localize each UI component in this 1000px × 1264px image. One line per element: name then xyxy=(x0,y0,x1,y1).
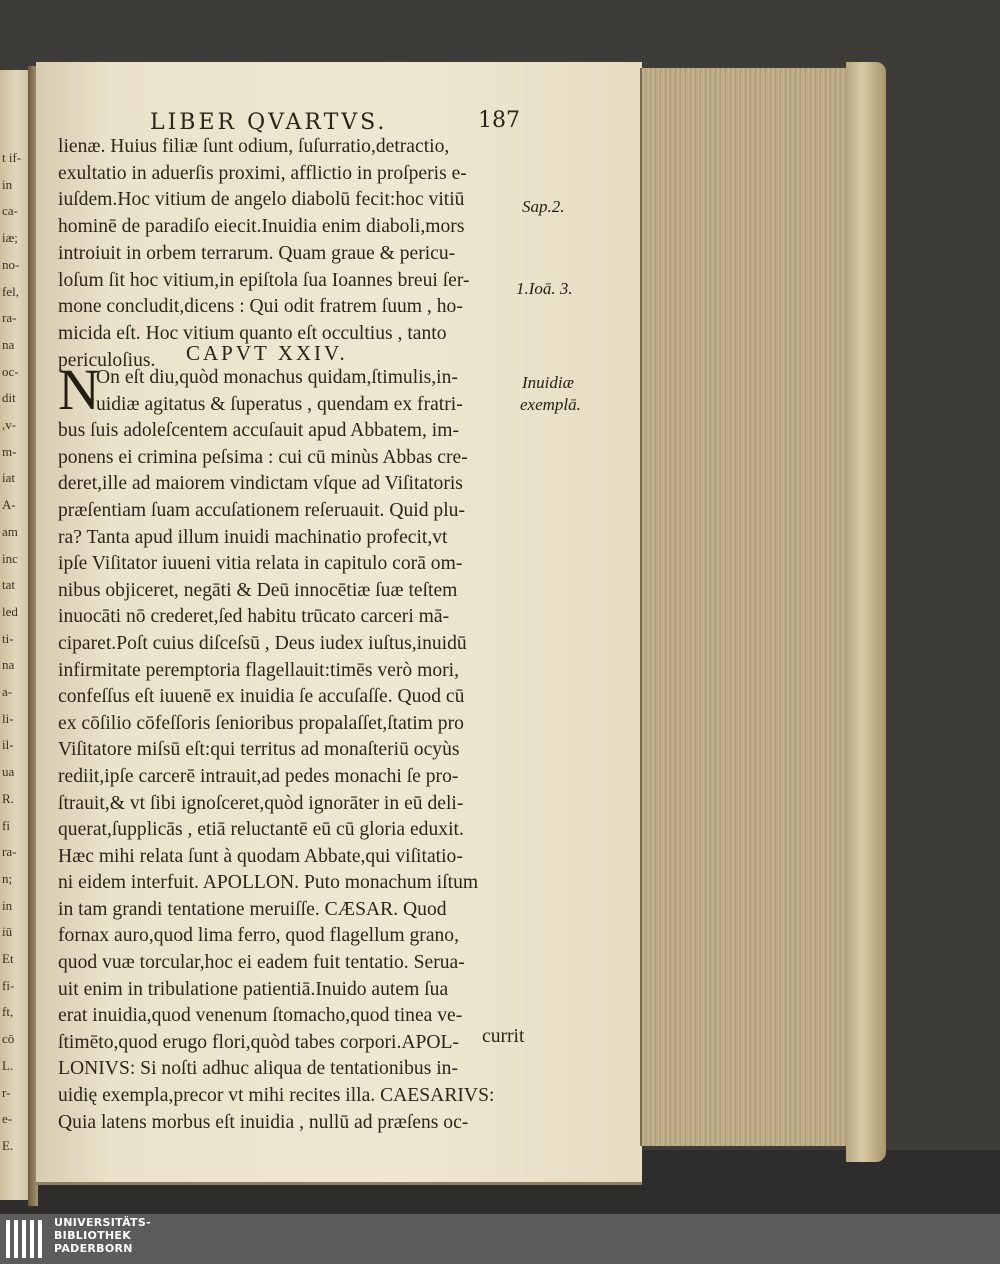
left-page-edge xyxy=(0,70,30,1200)
text-line: ſtrauit,& vt ſibi ignoſceret,quòd ignorāter in eū deli- xyxy=(58,792,464,814)
page-edges xyxy=(640,68,852,1146)
marginal-note-exempla: exemplā. xyxy=(520,395,581,414)
chapter-heading: CAPVT XXIV. xyxy=(186,341,348,365)
left-page-fragment: am xyxy=(2,523,18,539)
text-line: introiuit in orbem terrarum. Quam graue & pericu- xyxy=(58,242,456,264)
text-line: Hæc mihi relata ſunt à quodam Abbate,qui viſitatio- xyxy=(58,845,463,867)
text-line: iuſdem.Hoc vitium de angelo diabolū fecit:hoc vitiū xyxy=(58,189,465,211)
marginal-note-inuidiae: Inuidiæ xyxy=(522,373,574,392)
text-line: periculoſius. xyxy=(58,349,156,371)
left-page-fragment: li- xyxy=(2,710,14,726)
text-line: querat,ſupplicās , etiā reluctantē eū cū gloria eduxit. xyxy=(58,819,464,841)
text-line: hominē de paradiſo eiecit.Inuidia enim diaboli,mors xyxy=(58,216,465,238)
left-page-fragment: R. xyxy=(2,790,14,806)
marginal-note-ioannes: 1.Ioā. 3. xyxy=(516,279,573,298)
logo-line: PADERBORN xyxy=(54,1242,133,1255)
left-page-fragment: m- xyxy=(2,443,17,459)
left-page-fragment: L. xyxy=(2,1057,14,1073)
left-page-fragment: ua xyxy=(2,764,15,780)
left-page-fragment: t if- xyxy=(2,150,22,165)
text-line: Quia latens morbus eſt inuidia , nullū ad præſens oc- xyxy=(58,1111,469,1133)
text-line: ponens ei crimina peſsima : cui cū minùs Abbas cre- xyxy=(58,446,468,468)
text-line: uidiæ agitatus & ſuperatus , quendam ex fratri- xyxy=(96,393,463,415)
text-line: Viſitatore miſsū eſt:qui territus ad monaſteriū ocyùs xyxy=(58,739,460,761)
left-page-fragment: na xyxy=(2,657,15,673)
running-header-title: LIBER QVARTVS. xyxy=(150,110,388,135)
left-page-fragment: a- xyxy=(2,684,13,699)
left-page-fragment: n; xyxy=(2,870,13,886)
library-logo-text xyxy=(54,1216,151,1255)
left-page-fragment: iat xyxy=(2,470,15,486)
left-page-fragments xyxy=(0,70,28,1200)
text-line: ra? Tanta apud illum inuidi machinatio profecit,vt xyxy=(58,526,448,548)
text-line: inuocāti nō crederet,ſed habitu trūcato carceri mā- xyxy=(58,606,450,628)
left-page-fragment: in xyxy=(2,897,13,913)
left-page-fragment: iæ; xyxy=(2,230,18,246)
text-line: bus ſuis adoleſcentem accuſauit apud Abbatem, im- xyxy=(58,420,460,442)
left-page-fragment: ca- xyxy=(2,203,18,219)
text-line: ipſe Viſitator iuueni vitia relata in capitulo corā om- xyxy=(58,553,463,575)
left-page-fragment: inc xyxy=(2,550,18,566)
left-page-fragment: Et xyxy=(2,951,14,966)
text-line: exultatio in aduerſis proximi, afflictio in proſperis e- xyxy=(58,162,467,184)
text-line: loſum ſit hoc vitium,in epiſtola ſua Ioannes breui ſer- xyxy=(58,269,470,291)
text-line: ni eidem interfuit. APOLLON. Puto monachum iſtum xyxy=(58,872,479,894)
text-line: uit enim in tribulatione patientiā.Inuido autem ſua xyxy=(58,978,449,1000)
drop-cap: N xyxy=(58,357,100,422)
left-page-fragment: ra- xyxy=(2,310,17,326)
library-logo-icon xyxy=(6,1220,46,1258)
left-page-fragment: dit xyxy=(2,390,16,406)
text-line: præſentiam ſuam accuſationem reſeruauit. Quid plu- xyxy=(58,499,465,521)
catchword: currit xyxy=(482,1026,525,1047)
text-line: quod vuæ torcular,hoc ei eadem fuit tentatio. Serua- xyxy=(58,952,465,974)
left-page-fragment: e- xyxy=(2,1111,13,1127)
text-line: infirmitate peremptoria flagellauit:timēs verò mori, xyxy=(58,659,459,681)
text-line: mone concludit,dicens : Qui odit fratrem ſuum , ho- xyxy=(58,296,463,318)
marginal-note-sap: Sap.2. xyxy=(522,197,565,216)
text-line: erat inuidia,quod venenum ſtomacho,quod tinea ve- xyxy=(58,1005,463,1027)
logo-line: UNIVERSITÄTS- xyxy=(54,1216,151,1229)
text-line: micida eſt. Hoc vitium quanto eſt occultius , tanto xyxy=(58,322,447,344)
text-line: On eſt diu,quòd monachus quidam,ſtimulis,in- xyxy=(96,367,458,388)
text-line: in tam grandi tentatione meruiſſe. CÆSAR. Quod xyxy=(58,898,447,920)
left-page-fragment: no- xyxy=(2,256,20,272)
left-page-fragment: fel, xyxy=(2,283,19,299)
left-page-fragment: fi- xyxy=(2,977,15,993)
left-page-fragment: oc- xyxy=(2,363,19,379)
text-line: LONIVS: Si noſti adhuc aliqua de tentationibus in- xyxy=(58,1058,458,1080)
text-line: deret,ille ad maiorem vindictam vſque ad Viſitatoris xyxy=(58,473,463,495)
left-page-fragment: ft, xyxy=(2,1004,14,1020)
text-line: fornax auro,quod lima ferro, quod flagellum grano, xyxy=(58,925,460,947)
text-line: confeſſus eſt iuuenē ex inuidia ſe accuſaſſe. Quod cū xyxy=(58,686,465,708)
left-page-fragment: fi xyxy=(2,817,10,833)
left-page-fragment: led xyxy=(2,603,18,619)
text-line: ſtimēto,quod erugo flori,quòd tabes corpori.APOL- xyxy=(58,1031,460,1053)
left-page-fragment: ti- xyxy=(2,630,14,646)
page-number: 187 xyxy=(478,108,520,133)
text-line: ciparet.Poſt cuius diſceſsū , Deus iudex iuſtus,inuidū xyxy=(58,632,467,654)
left-page-fragment: ra- xyxy=(2,844,17,860)
text-line: ex cōſilio cōfeſſoris ſenioribus propalaſſet,ſtatim pro xyxy=(58,712,464,734)
text-line: lienæ. Huius filiæ ſunt odium, ſuſurratio,detractio, xyxy=(58,136,450,157)
left-page-fragment: in xyxy=(2,176,13,192)
text-line: nibus objiceret, negāti & Deū innocētiæ ſuæ teſtem xyxy=(58,579,458,601)
left-page-fragment: iū xyxy=(2,924,13,940)
text-line: rediit,ipſe carcerē intrauit,ad pedes monachi ſe pro- xyxy=(58,765,459,787)
left-page-fragment: A- xyxy=(2,497,16,513)
text-line: uidię exempla,precor vt mihi recites illa. CAESARIVS: xyxy=(58,1085,495,1107)
left-page-fragment: cō xyxy=(2,1031,15,1047)
left-page-fragment: il- xyxy=(2,737,14,753)
logo-line: BIBLIOTHEK xyxy=(54,1229,132,1242)
left-page-fragment: r- xyxy=(2,1084,11,1100)
left-page-fragment: tat xyxy=(2,577,15,593)
book-cover-edge xyxy=(846,62,886,1162)
body-paragraph xyxy=(58,134,520,374)
left-page-fragment: na xyxy=(2,336,15,352)
left-page-fragment: ,v- xyxy=(2,417,17,432)
left-page-fragment: E. xyxy=(2,1137,14,1153)
